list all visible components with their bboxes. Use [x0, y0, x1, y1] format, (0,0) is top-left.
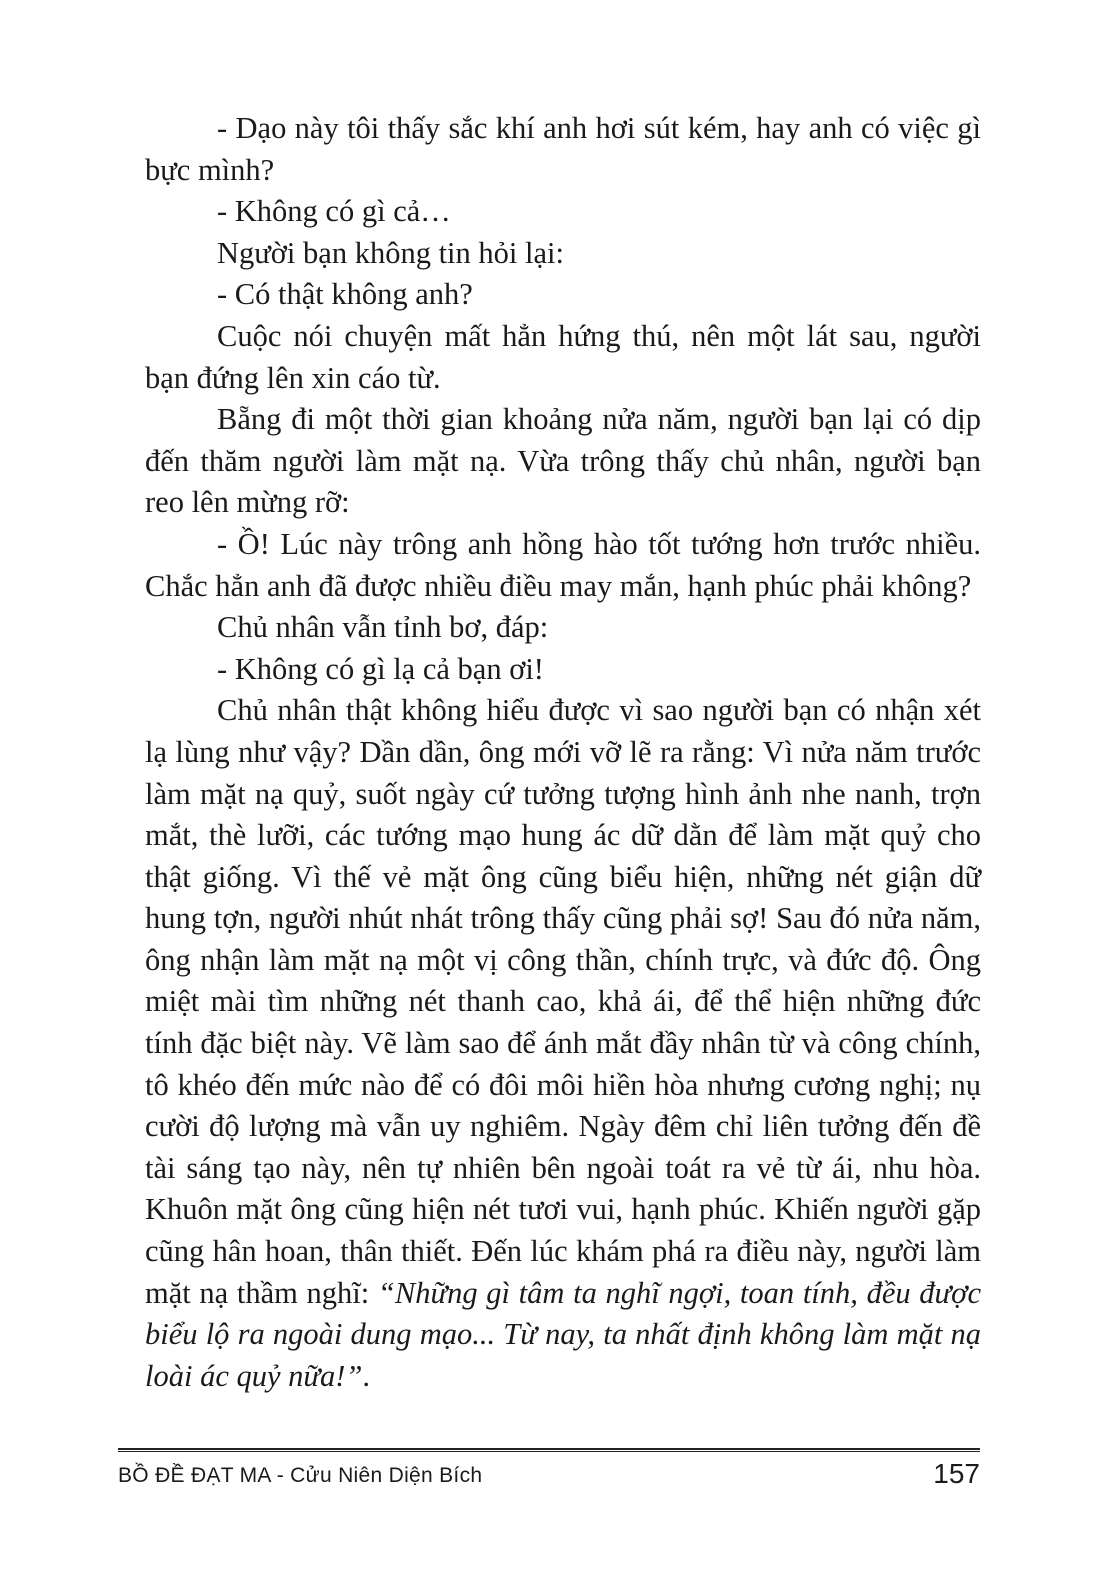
paragraph-3: Người bạn không tin hỏi lại:: [217, 235, 564, 270]
paragraph-2: - Không có gì cả…: [217, 194, 451, 229]
italic-quote: “Những gì tâm ta nghĩ ngợi, toan tính, đều được biểu lộ ra ngoài dung mạo... Từ nay, ta nhất định không làm mặt nạ loài ác quỷ nữa!”: [145, 1275, 981, 1393]
paragraph-10: [145, 690, 981, 1397]
paragraph-6: Bẵng đi một thời gian khoảng nửa năm, người bạn lại có dịp đến thăm người làm mặt nạ. Vừa trông thấy chủ nhân, người bạn reo lên mừng rỡ:: [145, 402, 981, 520]
footer-divider: [118, 1448, 980, 1452]
paragraph-5: Cuộc nói chuyện mất hẳn hứng thú, nên một lát sau, người bạn đứng lên xin cáo từ.: [145, 318, 981, 395]
main-text: [145, 108, 981, 1397]
paragraph-1: - Dạo này tôi thấy sắc khí anh hơi sút kém, hay anh có việc gì bực mình?: [145, 111, 981, 187]
book-title: BỒ ĐỀ ĐẠT MA - Cửu Niên Diện Bích: [118, 1464, 483, 1487]
paragraph-7: - Ồ! Lúc này trông anh hồng hào tốt tướng hơn trước nhiều. Chắc hẳn anh đã được nhiều điều may mắn, hạnh phúc phải không?: [145, 526, 981, 603]
page-number: 157: [933, 1458, 980, 1489]
paragraph-10-end: .: [362, 1358, 371, 1393]
page-body: [145, 108, 981, 1397]
paragraph-10-text: Chủ nhân thật không hiểu được vì sao người bạn có nhận xét lạ lùng như vậy? Dần dần, ông mới vỡ lẽ ra rằng: Vì nửa năm trước làm mặt nạ quỷ, suốt ngày cứ tưởng tượng hình ảnh nhe nanh, trợn mắt, thè lưỡi, các tướng mạo hung ác dữ dằn để làm mặt quỷ cho thật giống. Vì thế vẻ mặt ông cũng biểu hiện, những nét giận dữ hung tợn, người nhút nhát trông thấy cũng phải sợ! Sau đó nửa năm, ông nhận làm mặt nạ một vị công thần, chính trực, và đức độ. Ông miệt mài tìm những nét thanh cao, khả ái, để thể hiện những đức tính đặc biệt này. Vẽ làm sao để ánh mắt đầy nhân từ và công chính, tô khéo đến mức nào để có đôi môi hiền hòa nhưng cương nghị; nụ cười độ lượng mà vẫn uy nghiêm. Ngày đêm chỉ liên tưởng đến đề tài sáng tạo này, nên tự nhiên bên ngoài toát ra vẻ từ ái, nhu hòa. Khuôn mặt ông cũng hiện nét tươi vui, hạnh phúc. Khiến người gặp cũng hân hoan, thân thiết. Đến lúc khám phá ra điều này, người làm mặt nạ thầm nghĩ:: [145, 693, 981, 1310]
paragraph-8: Chủ nhân vẫn tỉnh bơ, đáp:: [217, 610, 549, 645]
page-footer: [118, 1458, 980, 1498]
paragraph-4: - Có thật không anh?: [217, 277, 473, 312]
paragraph-9: - Không có gì lạ cả bạn ơi!: [217, 651, 544, 686]
